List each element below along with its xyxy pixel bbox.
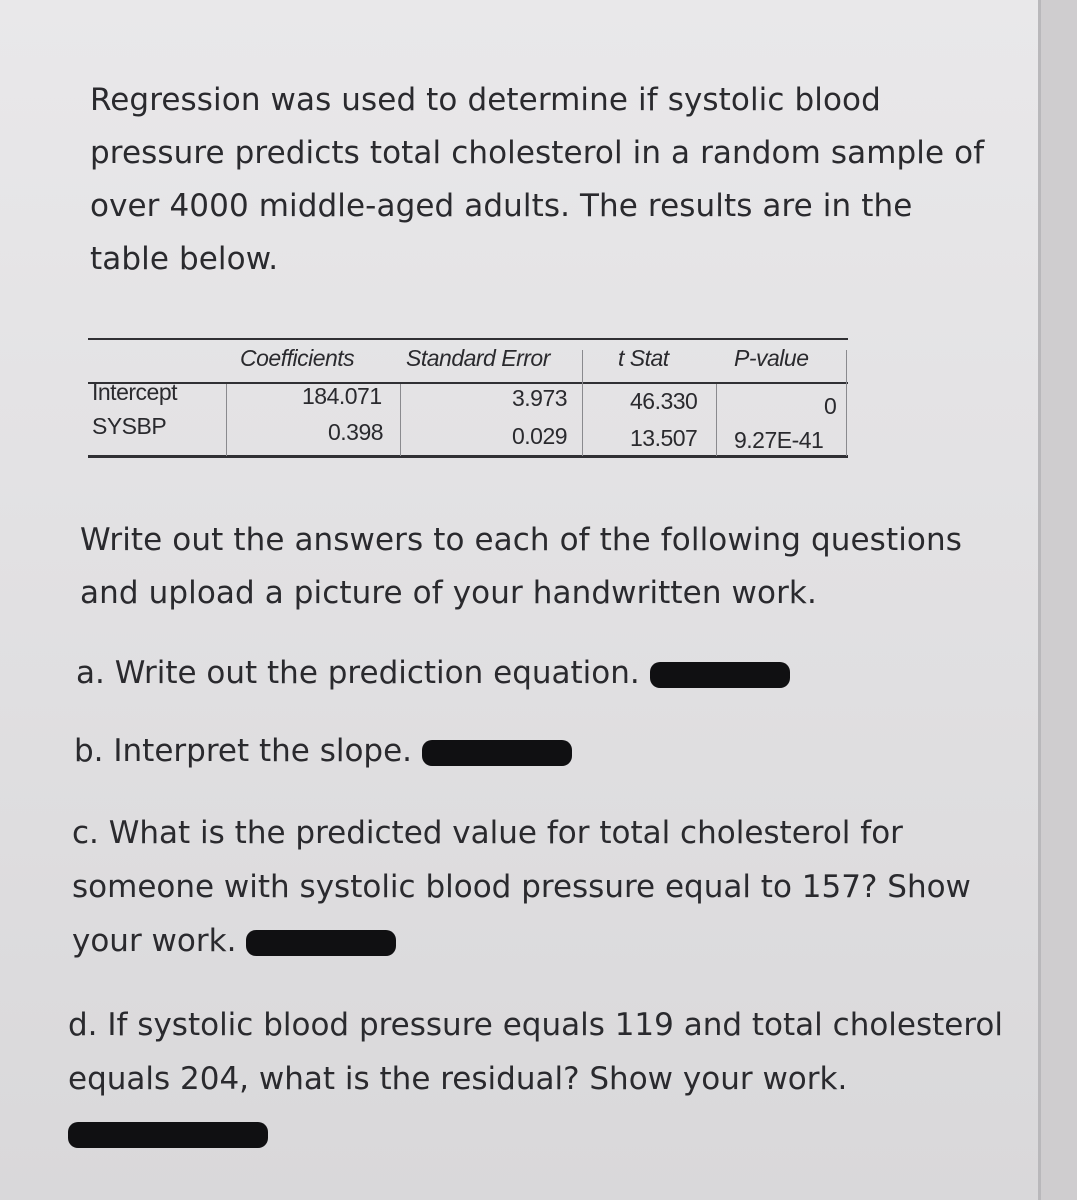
row-label-sysbp: SYSBP <box>92 413 167 439</box>
sysbp-standard-error: 0.029 <box>512 423 568 449</box>
question-a-text: a. Write out the prediction equation. <box>76 655 640 691</box>
redaction-mark <box>650 662 790 688</box>
header-coefficients: Coefficients <box>240 345 355 371</box>
header-t-stat: t Stat <box>618 345 669 371</box>
intercept-t-stat: 46.330 <box>630 388 698 414</box>
intercept-standard-error: 3.973 <box>512 385 568 411</box>
question-b <box>74 724 1014 778</box>
table-rule-header <box>88 382 848 384</box>
sysbp-t-stat: 13.507 <box>630 425 698 451</box>
redaction-mark <box>422 740 572 766</box>
row-label-intercept: Intercept <box>92 379 177 405</box>
sysbp-coefficient: 0.398 <box>328 419 384 445</box>
table-gridline <box>226 384 227 456</box>
header-standard-error: Standard Error <box>406 345 550 371</box>
table-rule-bottom <box>88 455 848 458</box>
table-gridline <box>400 384 401 456</box>
sysbp-p-value: 9.27E-41 <box>734 427 824 453</box>
table-gridline <box>716 384 717 456</box>
table-gridline <box>582 350 583 456</box>
intercept-p-value: 0 <box>824 393 837 419</box>
question-c-text: c. What is the predicted value for total cholesterol for someone with systolic blood pressure equal to 157? Show your work. <box>72 815 971 959</box>
instructions-paragraph: Write out the answers to each of the following questions and upload a picture of your handwritten work. <box>80 522 962 611</box>
question-b-text: b. Interpret the slope. <box>74 733 413 769</box>
intro-paragraph: Regression was used to determine if systolic blood pressure predicts total cholesterol in a random sample of over 4000 middle-aged adults. The results are in the table below. <box>90 82 985 277</box>
redaction-mark <box>68 1122 268 1148</box>
question-a <box>76 646 1016 700</box>
page-edge <box>1038 0 1041 1200</box>
table-rule-top <box>88 338 848 340</box>
header-p-value: P-value <box>734 345 809 371</box>
question-d <box>68 998 1018 1160</box>
question-c <box>72 806 1022 968</box>
question-d-text: d. If systolic blood pressure equals 119 and total cholesterol equals 204, what is the residual? Show your work. <box>68 1007 1004 1097</box>
intercept-coefficient: 184.071 <box>302 383 382 409</box>
table-gridline <box>846 350 847 456</box>
redaction-mark <box>246 930 396 956</box>
